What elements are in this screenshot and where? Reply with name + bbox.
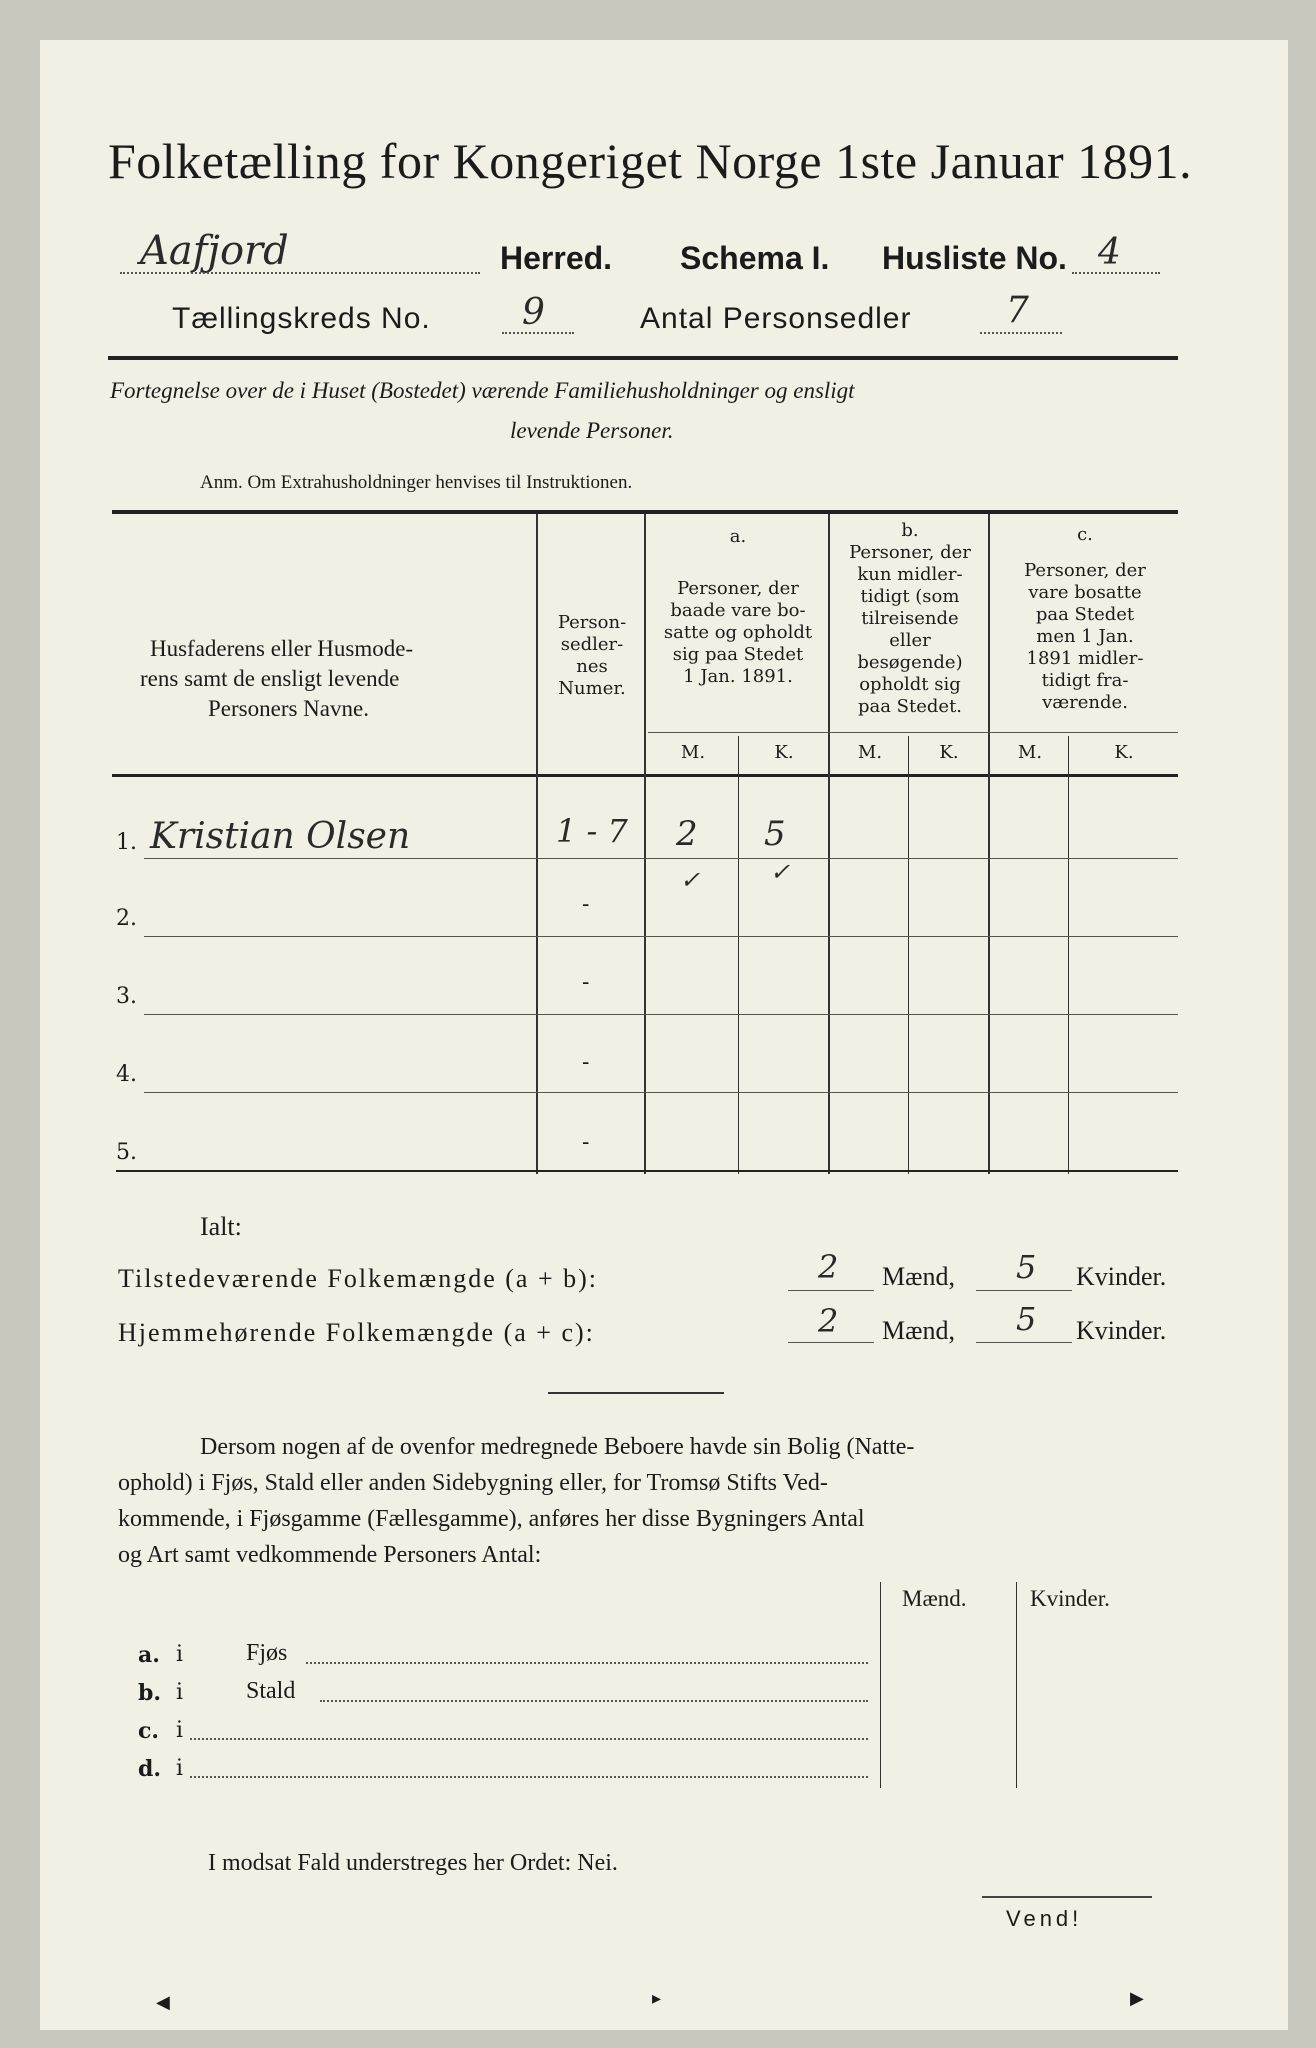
row-3-num: 3.	[116, 984, 137, 1009]
row-1-rule	[144, 858, 1178, 859]
totals-line1-m-rule	[788, 1290, 874, 1291]
building-b-dotline	[320, 1700, 868, 1702]
header-rule	[108, 356, 1178, 360]
row-1-num: 1.	[116, 830, 137, 855]
row-5-numer: -	[582, 1130, 590, 1155]
totals-line2-k-rule	[976, 1342, 1072, 1343]
col-numer-header: Person- sedler- nes Numer.	[557, 612, 627, 699]
antal-dotline	[980, 332, 1062, 334]
nei-line: I modsat Fald understreges her Ordet: Nei.	[208, 1850, 618, 1876]
buildings-kvinder-header: Kvinder.	[1030, 1586, 1110, 1611]
row-2-rule	[144, 936, 1178, 937]
col-names-header-1: Husfaderens eller Husmode-	[150, 636, 414, 661]
col-divider-c-mk	[1068, 736, 1069, 1174]
row-3-rule	[144, 1014, 1178, 1015]
schema-label: Schema I.	[680, 240, 830, 276]
col-a-m-label: M.	[680, 742, 706, 763]
totals-line2-m-rule	[788, 1342, 874, 1343]
section-separator	[548, 1392, 724, 1394]
building-b-label: Stald	[246, 1678, 296, 1704]
building-b-letter: b.	[138, 1680, 162, 1706]
antal-label: Antal Personsedler	[640, 302, 912, 335]
intro-line1: Fortegnelse over de i Huset (Bostedet) værende Familiehusholdninger og ensligt	[110, 378, 855, 403]
col-b-header: Personer, der kun midler- tidigt (som tilreisende eller besøgende) opholdt sig paa Stedet.	[849, 542, 971, 717]
totals-line1-maend: Mænd,	[882, 1262, 955, 1291]
row-1-numer: 1 - 7	[556, 812, 628, 850]
taellingskreds-value: 9	[522, 292, 545, 333]
row-2-numer: -	[582, 892, 590, 917]
buildings-p4: og Art samt vedkommende Personers Antal:	[118, 1542, 542, 1568]
row-4-num: 4.	[116, 1062, 137, 1087]
row-4-rule	[144, 1092, 1178, 1093]
building-a-i: i	[176, 1642, 184, 1667]
col-c-header: Personer, der vare bosatte paa Stedet men 1 Jan. 1891 midler- tidigt fra- værende.	[1024, 560, 1146, 713]
totals-line1-label: Tilstedeværende Folkemængde (a + b):	[118, 1264, 598, 1293]
buildings-p3: kommende, i Fjøsgamme (Fællesgamme), anføres her disse Bygningers Antal	[118, 1506, 865, 1532]
totals-line2-m: 2	[818, 1302, 839, 1340]
building-c-i: i	[176, 1718, 184, 1743]
taellingskreds-label: Tællingskreds No.	[172, 302, 431, 335]
col-b-m-label: M.	[857, 742, 883, 763]
row-2-num: 2.	[116, 906, 137, 931]
buildings-col-divider-2	[1016, 1582, 1017, 1788]
row-5-num: 5.	[116, 1140, 137, 1165]
building-b-i: i	[176, 1680, 184, 1705]
col-a-letter: a.	[729, 526, 747, 547]
totals-line1-m: 2	[818, 1248, 839, 1286]
corner-mark-left-icon: ◀	[156, 1992, 170, 2013]
intro-line2: levende Personer.	[510, 418, 674, 443]
herred-dotline	[120, 272, 480, 274]
totals-line2-maend: Mænd,	[882, 1316, 955, 1345]
buildings-col-divider-1	[880, 1582, 881, 1788]
building-c-dotline	[190, 1738, 868, 1740]
corner-mark-center-icon: ▸	[652, 1988, 662, 2009]
husliste-value: 4	[1098, 232, 1121, 273]
building-a-letter: a.	[138, 1642, 160, 1668]
building-d-letter: d.	[138, 1756, 162, 1782]
col-divider-a-mk	[738, 736, 739, 1174]
building-a-label: Fjøs	[246, 1640, 288, 1666]
buildings-p2: ophold) i Fjøs, Stald eller anden Sidebygning eller, for Tromsø Stifts Ved-	[118, 1470, 828, 1496]
col-divider-numer	[644, 514, 646, 1174]
row-4-numer: -	[582, 1050, 590, 1075]
col-c-m-label: M.	[1017, 742, 1043, 763]
totals-line1-k: 5	[1016, 1248, 1037, 1286]
husliste-label: Husliste No.	[882, 240, 1067, 276]
buildings-maend-header: Mænd.	[902, 1586, 967, 1611]
col-divider-names	[536, 514, 538, 1174]
col-c-letter: c.	[1077, 524, 1093, 545]
col-divider-b	[988, 514, 990, 1174]
census-form-page	[40, 40, 1288, 2030]
col-names-header-2: rens samt de ensligt levende	[140, 666, 400, 691]
row-1-check-k: ✓	[770, 858, 791, 886]
vend-rule	[982, 1896, 1152, 1898]
totals-line2-k: 5	[1016, 1300, 1037, 1338]
antal-value: 7	[1006, 290, 1029, 331]
totals-line2-label: Hjemmehørende Folkemængde (a + c):	[118, 1318, 595, 1347]
col-c-k-label: K.	[1114, 742, 1134, 763]
form-title: Folketælling for Kongeriget Norge 1ste Januar 1891.	[108, 133, 1193, 189]
row-3-numer: -	[582, 970, 590, 995]
buildings-p1: Dersom nogen af de ovenfor medregnede Beboere havde sin Bolig (Natte-	[200, 1434, 915, 1460]
row-1-a-m: 2	[676, 814, 698, 854]
row-1-name: Kristian Olsen	[150, 816, 411, 857]
building-a-dotline	[306, 1662, 868, 1664]
table-bottom-rule	[116, 1170, 1178, 1172]
building-d-dotline	[190, 1776, 868, 1778]
col-b-k-label: K.	[939, 742, 959, 763]
totals-line1-kvinder: Kvinder.	[1076, 1262, 1167, 1291]
vend-label: Vend!	[1006, 1906, 1083, 1931]
col-names-header-3: Personers Navne.	[208, 696, 369, 721]
totals-line1-k-rule	[976, 1290, 1072, 1291]
corner-mark-right-icon: ▶	[1130, 1988, 1144, 2009]
totals-line2-kvinder: Kvinder.	[1076, 1316, 1167, 1345]
building-d-i: i	[176, 1756, 184, 1781]
herred-label: Herred.	[500, 240, 613, 276]
col-divider-a	[828, 514, 830, 1174]
row-1-check-m: ✓	[680, 866, 701, 894]
col-a-k-label: K.	[774, 742, 794, 763]
herred-value: Aafjord	[140, 228, 289, 274]
ialt-label: Ialt:	[200, 1212, 242, 1241]
mk-header-rule	[648, 732, 1178, 733]
anm-note: Anm. Om Extrahusholdninger henvises til Instruktionen.	[200, 472, 633, 493]
col-a-header: Personer, der baade vare bo- satte og opholdt sig paa Stedet 1 Jan. 1891.	[663, 578, 813, 687]
col-divider-b-mk	[908, 736, 909, 1174]
col-b-letter: b.	[901, 520, 919, 541]
building-c-letter: c.	[138, 1718, 160, 1744]
row-1-a-k: 5	[764, 814, 786, 854]
